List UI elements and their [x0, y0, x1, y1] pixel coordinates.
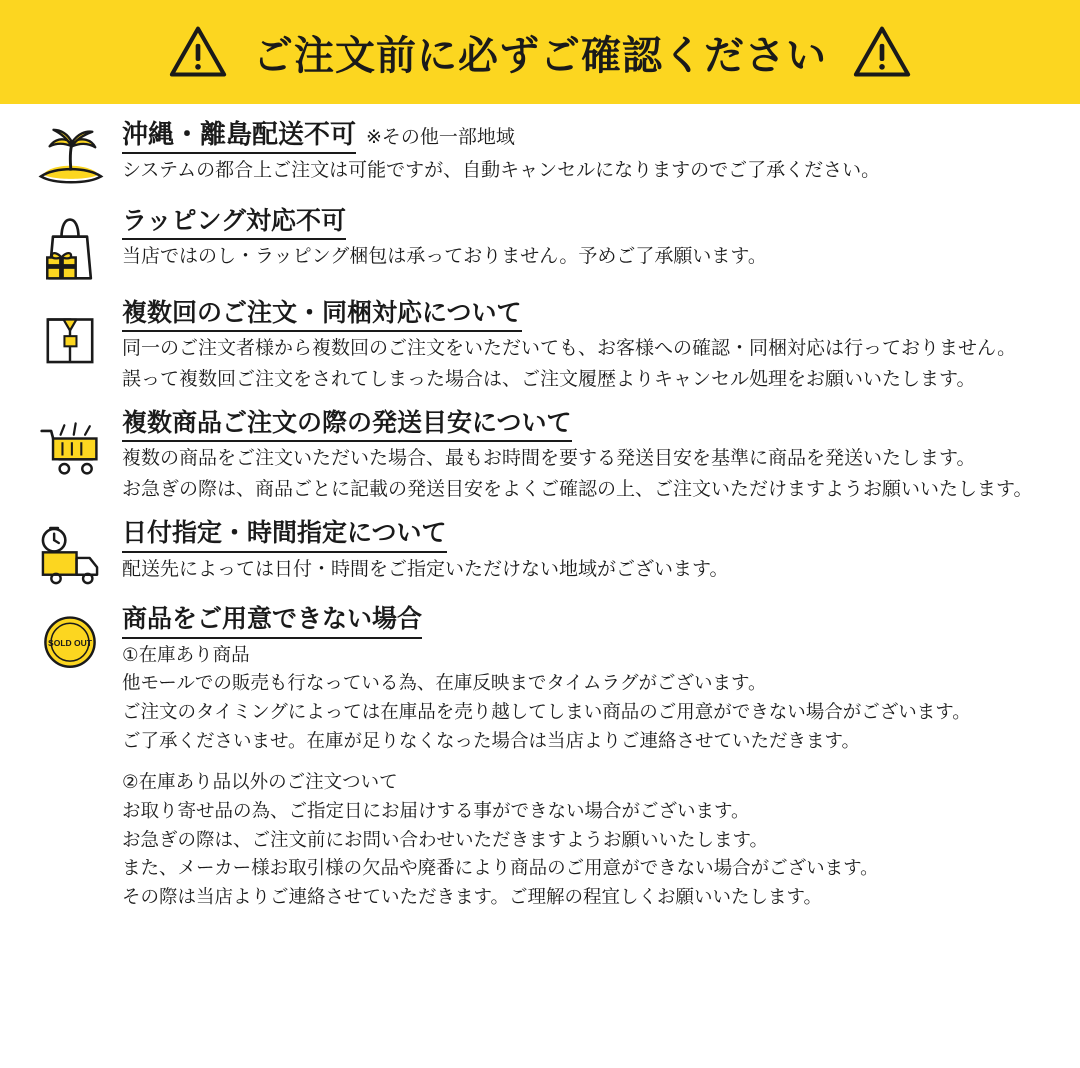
section-wrapping	[22, 206, 1058, 284]
shopping-cart-icon	[22, 408, 118, 480]
section-note: ※その他一部地域	[366, 127, 515, 148]
gift-bag-icon	[22, 206, 118, 284]
notice-sections	[0, 104, 1080, 912]
section-okinawa	[22, 118, 1058, 192]
section-body	[118, 118, 1058, 185]
section-title: 複数回のご注文・同梱対応について	[122, 298, 522, 332]
section-body	[118, 408, 1058, 504]
warning-triangle-icon	[853, 25, 911, 79]
island-palm-tree-icon	[22, 118, 118, 192]
section-line: ご注文のタイミングによっては在庫品を売り越してしまい商品のご用意ができない場合がございます。	[122, 700, 971, 722]
section-line: ①在庫あり商品	[122, 643, 250, 665]
section-line: ②在庫あり品以外のご注文ついて	[122, 771, 398, 793]
delivery-truck-clock-icon	[22, 518, 118, 590]
section-line: 誤って複数回ご注文をされてしまった場合は、ご注文履歴よりキャンセル処理をお願いいたします。	[122, 368, 976, 390]
section-date-time	[22, 518, 1058, 590]
section-line: お急ぎの際は、ご注文前にお問い合わせいただきますようお願いいたします。	[122, 828, 769, 850]
section-title: 商品をご用意できない場合	[122, 604, 422, 638]
section-multiple-orders	[22, 298, 1058, 394]
section-line: 同一のご注文者様から複数回のご注文をいただいても、お客様への確認・同梱対応は行っておりません。	[122, 338, 1017, 360]
section-line: お取り寄せ品の為、ご指定日にお届けする事ができない場合がございます。	[122, 799, 750, 821]
section-line: ご了承くださいませ。在庫が足りなくなった場合は当店よりご連絡させていただきます。	[122, 729, 860, 751]
section-heading	[122, 408, 1058, 442]
section-heading	[122, 206, 1058, 240]
section-soldout	[22, 604, 1058, 911]
section-heading	[122, 518, 1058, 552]
section-multiple-items	[22, 408, 1058, 504]
section-body	[118, 604, 1058, 911]
section-line: システムの都合上ご注文は可能ですが、自動キャンセルになりますのでご了承ください。	[122, 159, 881, 181]
warning-triangle-icon	[169, 25, 227, 79]
section-body	[118, 298, 1058, 394]
paragraph-spacer	[122, 755, 1058, 768]
page-title: ご注文前に必ずご確認ください	[253, 33, 827, 78]
section-heading	[122, 118, 1058, 154]
section-title: 日付指定・時間指定について	[122, 518, 447, 552]
header-banner	[0, 0, 1080, 104]
section-line: 他モールでの販売も行なっている為、在庫反映までタイムラグがございます。	[122, 672, 767, 694]
section-line: その際は当店よりご連絡させていただきます。ご理解の程宜しくお願いいたします。	[122, 885, 823, 907]
section-title: 沖縄・離島配送不可	[122, 118, 356, 154]
section-line: 配送先によっては日付・時間をご指定いただけない地域がございます。	[122, 558, 729, 580]
section-title: 複数商品ご注文の際の発送目安について	[122, 408, 572, 442]
svg-text:SOLD OUT: SOLD OUT	[48, 638, 92, 649]
section-body	[118, 206, 1058, 272]
section-line: 複数の商品をご注文いただいた場合、最もお時間を要する発送目安を基準に商品を発送いたします。	[122, 448, 976, 470]
section-line: 当店ではのし・ラッピング梱包は承っておりません。予めご了承願います。	[122, 246, 767, 268]
sold-out-stamp-icon	[22, 604, 118, 680]
section-title: ラッピング対応不可	[122, 206, 346, 240]
section-heading	[122, 604, 1058, 638]
section-line: また、メーカー様お取引様の欠品や廃番により商品のご用意ができない場合がございます。	[122, 857, 879, 879]
section-line: お急ぎの際は、商品ごとに記載の発送目安をよくご確認の上、ご注文いただけますようお願いいたします。	[122, 478, 1033, 500]
section-body	[118, 518, 1058, 584]
section-heading	[122, 298, 1058, 332]
cardboard-box-icon	[22, 298, 118, 372]
